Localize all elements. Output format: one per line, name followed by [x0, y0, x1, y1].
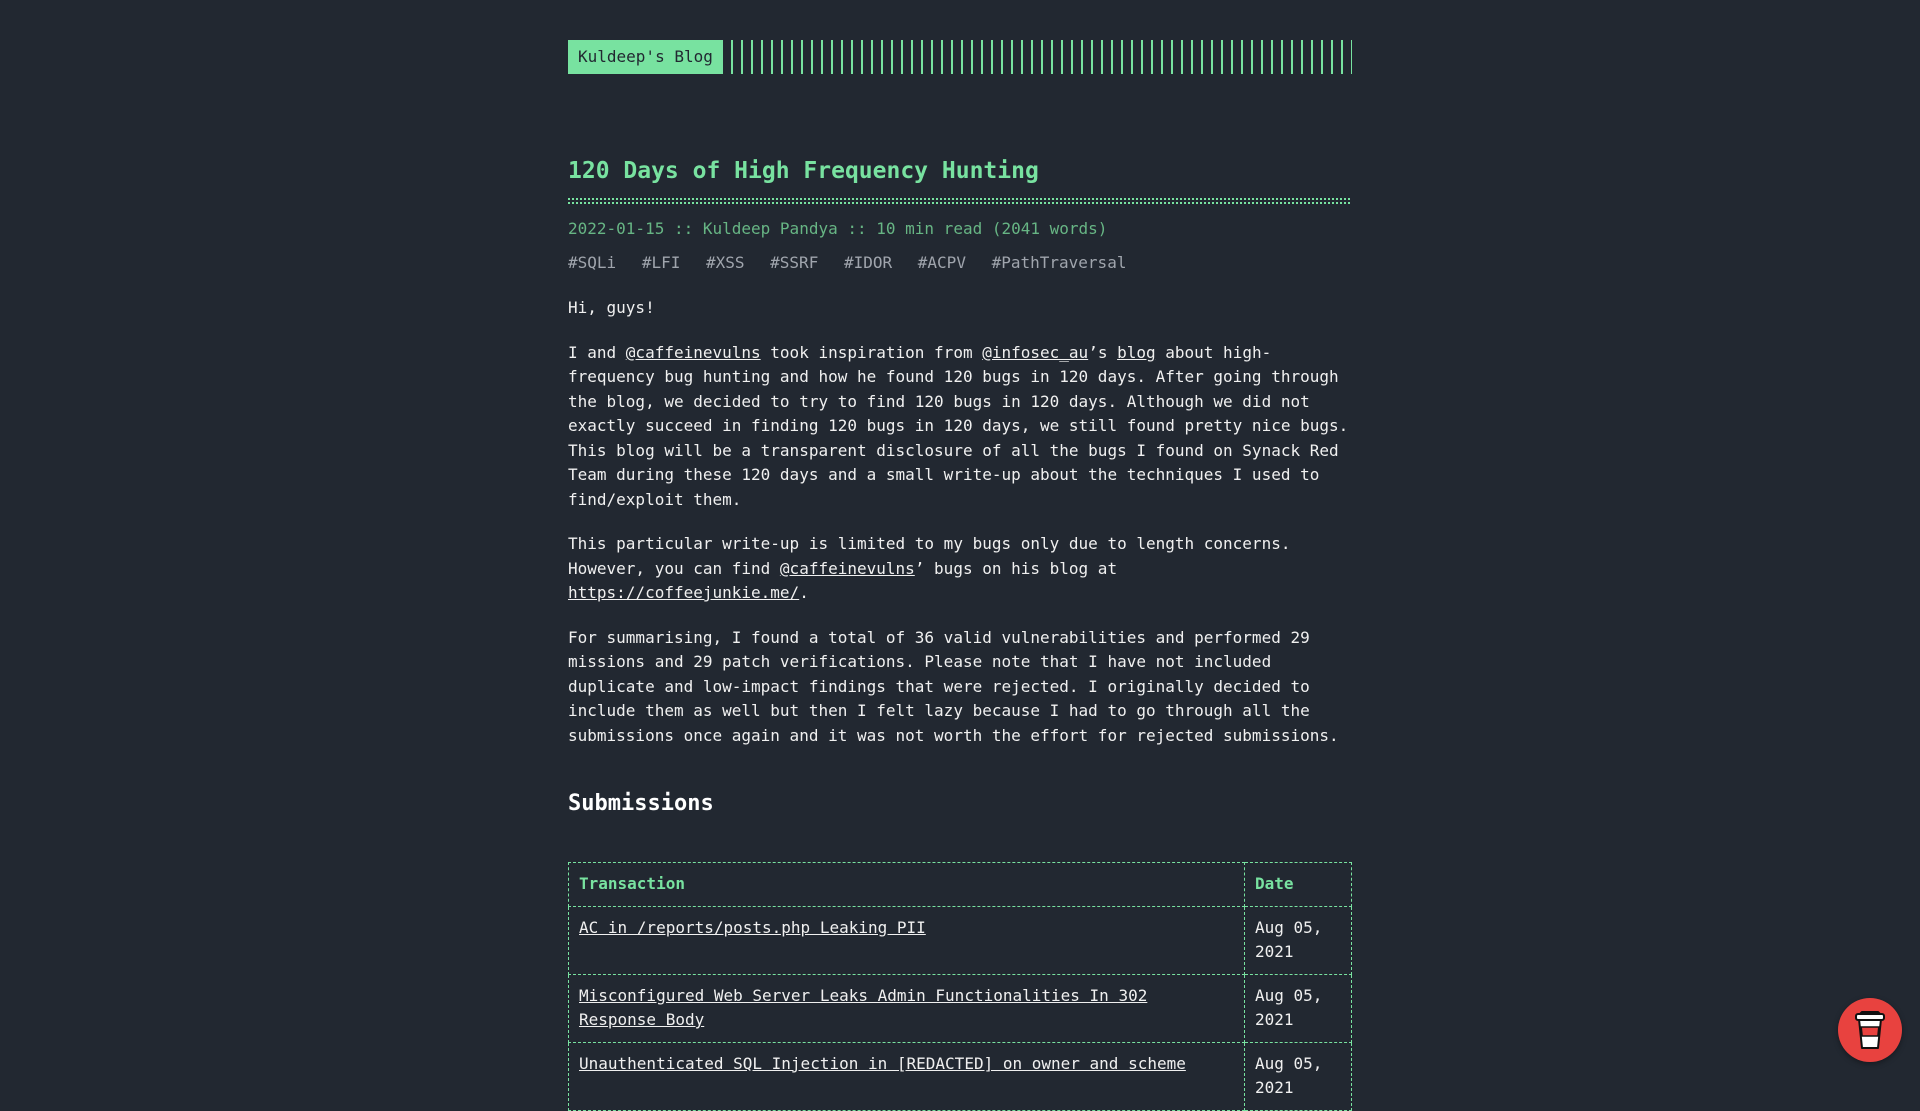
- intro-text-3: ’s: [1088, 342, 1118, 362]
- coffee-cup-icon: [1852, 1009, 1888, 1051]
- intro-text-2: took inspiration from: [760, 342, 983, 362]
- date-cell: Aug 05, 2021: [1245, 906, 1352, 974]
- transaction-cell: [569, 974, 1245, 1042]
- intro-paragraph: [568, 341, 1352, 513]
- scope-text-3: .: [799, 583, 809, 602]
- tag-sqli[interactable]: #SQLi: [568, 253, 617, 272]
- page-container: [568, 40, 1352, 1111]
- caffeinevulns-link-2[interactable]: @caffeinevulns: [779, 558, 915, 578]
- infosec-au-link[interactable]: @infosec_au: [982, 342, 1089, 362]
- post-meta: 2022-01-15 :: Kuldeep Pandya :: 10 min read (2041 words): [568, 219, 1108, 238]
- site-logo[interactable]: Kuldeep's Blog: [568, 40, 723, 74]
- scope-text-1: This particular write-up is limited to my bugs only due to length concerns. However, you can find: [568, 534, 1291, 578]
- scope-paragraph: [568, 532, 1352, 606]
- transaction-cell: [569, 906, 1245, 974]
- submissions-table: [568, 862, 1352, 1111]
- transaction-link[interactable]: Misconfigured Web Server Leaks Admin Functionalities In 302 Response Body: [579, 985, 1148, 1029]
- post-content: [568, 296, 1352, 1111]
- transaction-column-header: Transaction: [569, 863, 1245, 907]
- table-header-row: [569, 863, 1352, 907]
- tag-xss[interactable]: #XSS: [705, 253, 745, 272]
- title-divider: [568, 198, 1352, 204]
- buy-me-a-coffee-button[interactable]: [1838, 998, 1902, 1062]
- tag-pathtraversal[interactable]: #PathTraversal: [991, 253, 1127, 272]
- table-row: [569, 906, 1352, 974]
- tag-lfi[interactable]: #LFI: [641, 253, 681, 272]
- blog-link[interactable]: blog: [1117, 342, 1156, 362]
- transaction-cell: [569, 1042, 1245, 1110]
- header-decoration: [731, 40, 1352, 74]
- summary-paragraph: For summarising, I found a total of 36 valid vulnerabilities and performed 29 missions and 29 patch verifications. Please note that I have not included duplicate and low-impact findings that were rejected. I originally decided to include them as well but then I felt lazy because I had to go through all the submissions once again and it was not worth the effort for rejected submissions.: [568, 627, 1339, 745]
- post-title[interactable]: 120 Days of High Frequency Hunting: [568, 158, 1039, 184]
- date-cell: Aug 05, 2021: [1245, 1042, 1352, 1110]
- transaction-link[interactable]: AC in /reports/posts.php Leaking PII: [579, 917, 926, 937]
- tag-ssrf[interactable]: #SSRF: [770, 253, 819, 272]
- date-cell: Aug 05, 2021: [1245, 974, 1352, 1042]
- site-header: [568, 40, 1352, 74]
- table-row: [569, 1042, 1352, 1110]
- intro-text-4: about high-frequency bug hunting and how he found 120 bugs in 120 days. After going through the blog, we decided to try to find 120 bugs in 120 days. Although we did not exactly succeed in finding 120 bugs in 120 days, we still found pretty nice bugs. This blog will be a transparent disclosure of all the bugs I found on Synack Red Team during these 120 days and a small write-up about the techniques I used to find/exploit them.: [568, 342, 1349, 509]
- submissions-heading: Submissions: [568, 791, 714, 816]
- greeting-paragraph: Hi, guys!: [568, 298, 655, 317]
- tag-idor[interactable]: #IDOR: [843, 253, 893, 272]
- coffeejunkie-link[interactable]: https://coffeejunkie.me/: [568, 583, 800, 602]
- scope-text-2: ’ bugs on his blog at: [914, 558, 1118, 578]
- caffeinevulns-link[interactable]: @caffeinevulns: [625, 342, 761, 362]
- intro-text-1: I and: [568, 342, 626, 362]
- tag-acpv[interactable]: #ACPV: [917, 253, 966, 272]
- transaction-link[interactable]: Unauthenticated SQL Injection in [REDACTED] on owner and scheme: [579, 1053, 1186, 1073]
- table-row: [569, 974, 1352, 1042]
- post-tags: [568, 252, 1352, 274]
- date-column-header: Date: [1245, 863, 1352, 907]
